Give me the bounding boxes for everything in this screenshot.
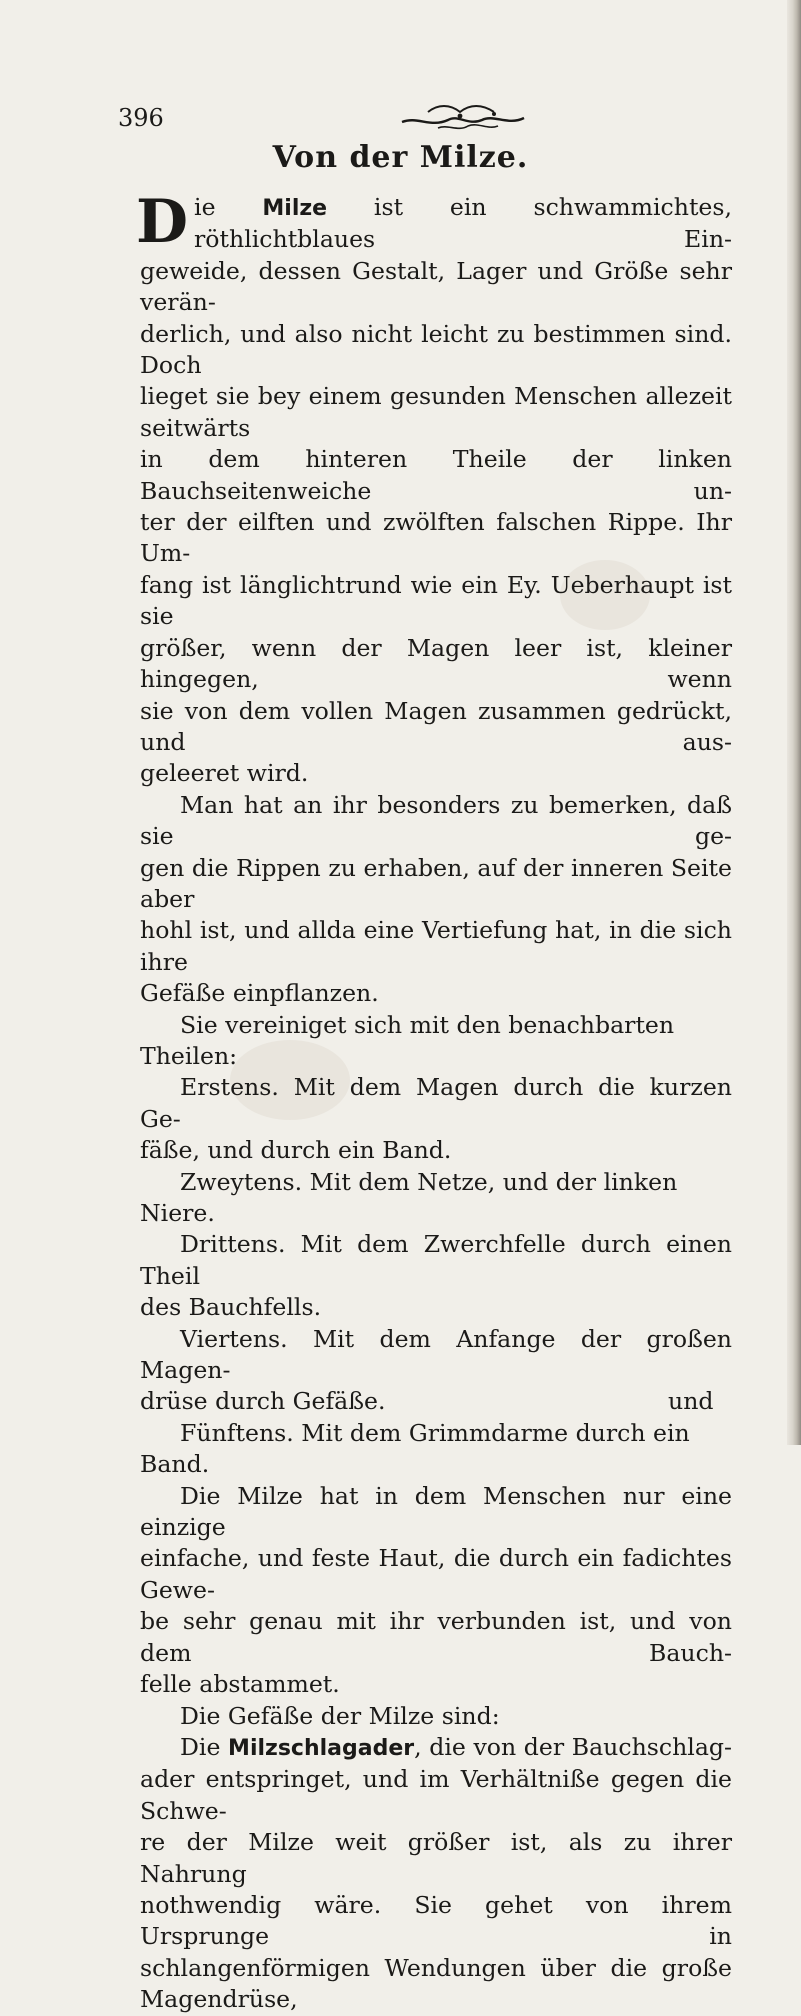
list-item: Drittens. Mit dem Zwerchfelle durch einen Theil <box>140 1230 732 1290</box>
text-fragment: , die von der Bauchschlag- <box>414 1732 732 1761</box>
decorative-ornament-icon <box>398 98 528 132</box>
drop-cap: D <box>136 187 189 257</box>
text-line: einfache, und feste Haut, die durch ein fadichtes Gewe- <box>140 1544 732 1604</box>
list-item-cont: des Bauchfells. <box>140 1293 322 1322</box>
term-milze: Milze <box>262 196 328 221</box>
text-line <box>140 1732 732 1764</box>
list-item: Zweytens. Mit dem Netze, und der linken Niere. <box>140 1167 678 1227</box>
list-item-cont: drüse durch Gefäße. <box>140 1387 386 1416</box>
section-heading: Von der Milze. <box>272 140 529 175</box>
text-line: be sehr genau mit ihr verbunden ist, und von dem Bauch- <box>140 1607 732 1667</box>
text-line: hohl ist, und allda eine Vertiefung hat, in die sich ihre <box>140 916 732 976</box>
body-text <box>136 187 732 2016</box>
text-line: re der Milze weit größer ist, als zu ihrer Nahrung <box>140 1828 732 1888</box>
text-line: Gefäße einpflanzen. <box>140 979 379 1008</box>
text-line: derlich, und also nicht leicht zu bestimmen sind. Doch <box>140 319 732 380</box>
catchword: und <box>668 1387 714 1415</box>
text-line: Die Milze hat in dem Menschen nur eine einzige <box>140 1481 732 1542</box>
text-line: nothwendig wäre. Sie gehet von ihrem Ursprunge in <box>140 1890 732 1951</box>
text-line: geleeret wird. <box>140 759 309 788</box>
text-line: größer, wenn der Magen leer ist, kleiner hingegen, wenn <box>140 633 732 694</box>
intro-text-cont: ist ein schwammichtes, röthlichtblaues Ein- <box>194 193 732 254</box>
text-line: geweide, dessen Gestalt, Lager und Größe sehr verän- <box>140 256 732 317</box>
text-line: sie von dem vollen Magen zusammen gedrückt, und aus- <box>140 696 732 756</box>
list-item: Fünftens. Mit dem Grimmdarme durch ein Band. <box>140 1418 690 1479</box>
intro-text-start: ie <box>194 193 263 221</box>
text-line: fang ist länglichtrund wie ein Ey. Ueberhaupt ist sie <box>140 570 732 631</box>
text-line: Sie vereiniget sich mit den benachbarten Theilen: <box>140 1010 675 1070</box>
intro-first-line <box>136 187 732 257</box>
text-line: felle abstammet. <box>140 1670 340 1699</box>
text-fragment: Die <box>180 1732 229 1761</box>
text-line: ter der eilften und zwölften falschen Rippe. Ihr Um- <box>140 508 732 568</box>
text-line: Man hat an ihr besonders zu bemerken, daß sie ge- <box>140 790 732 851</box>
text-line: Die Gefäße der Milze sind: <box>180 1701 500 1730</box>
term-milzschlagader: Milzschlagader <box>228 1735 415 1761</box>
list-item: Viertens. Mit dem Anfange der großen Magen- <box>140 1324 732 1385</box>
text-line: schlangenförmigen Wendungen über die große Magendrüse, <box>140 1953 732 2014</box>
page-edge <box>787 0 801 1445</box>
text-line: lieget sie bey einem gesunden Menschen allezeit seitwärts <box>140 382 732 442</box>
list-item-cont: fäße, und durch ein Band. <box>140 1136 452 1165</box>
text-line: in dem hinteren Theile der linken Bauchseitenweiche un- <box>140 445 732 505</box>
text-line: gen die Rippen zu erhaben, auf der inneren Seite aber <box>140 853 732 913</box>
list-item: Erstens. Mit dem Magen durch die kurzen Ge- <box>140 1073 732 1133</box>
text-line: ader entspringet, und im Verhältniße gegen die Schwe- <box>140 1765 732 1825</box>
page-number: 396 <box>118 104 164 132</box>
